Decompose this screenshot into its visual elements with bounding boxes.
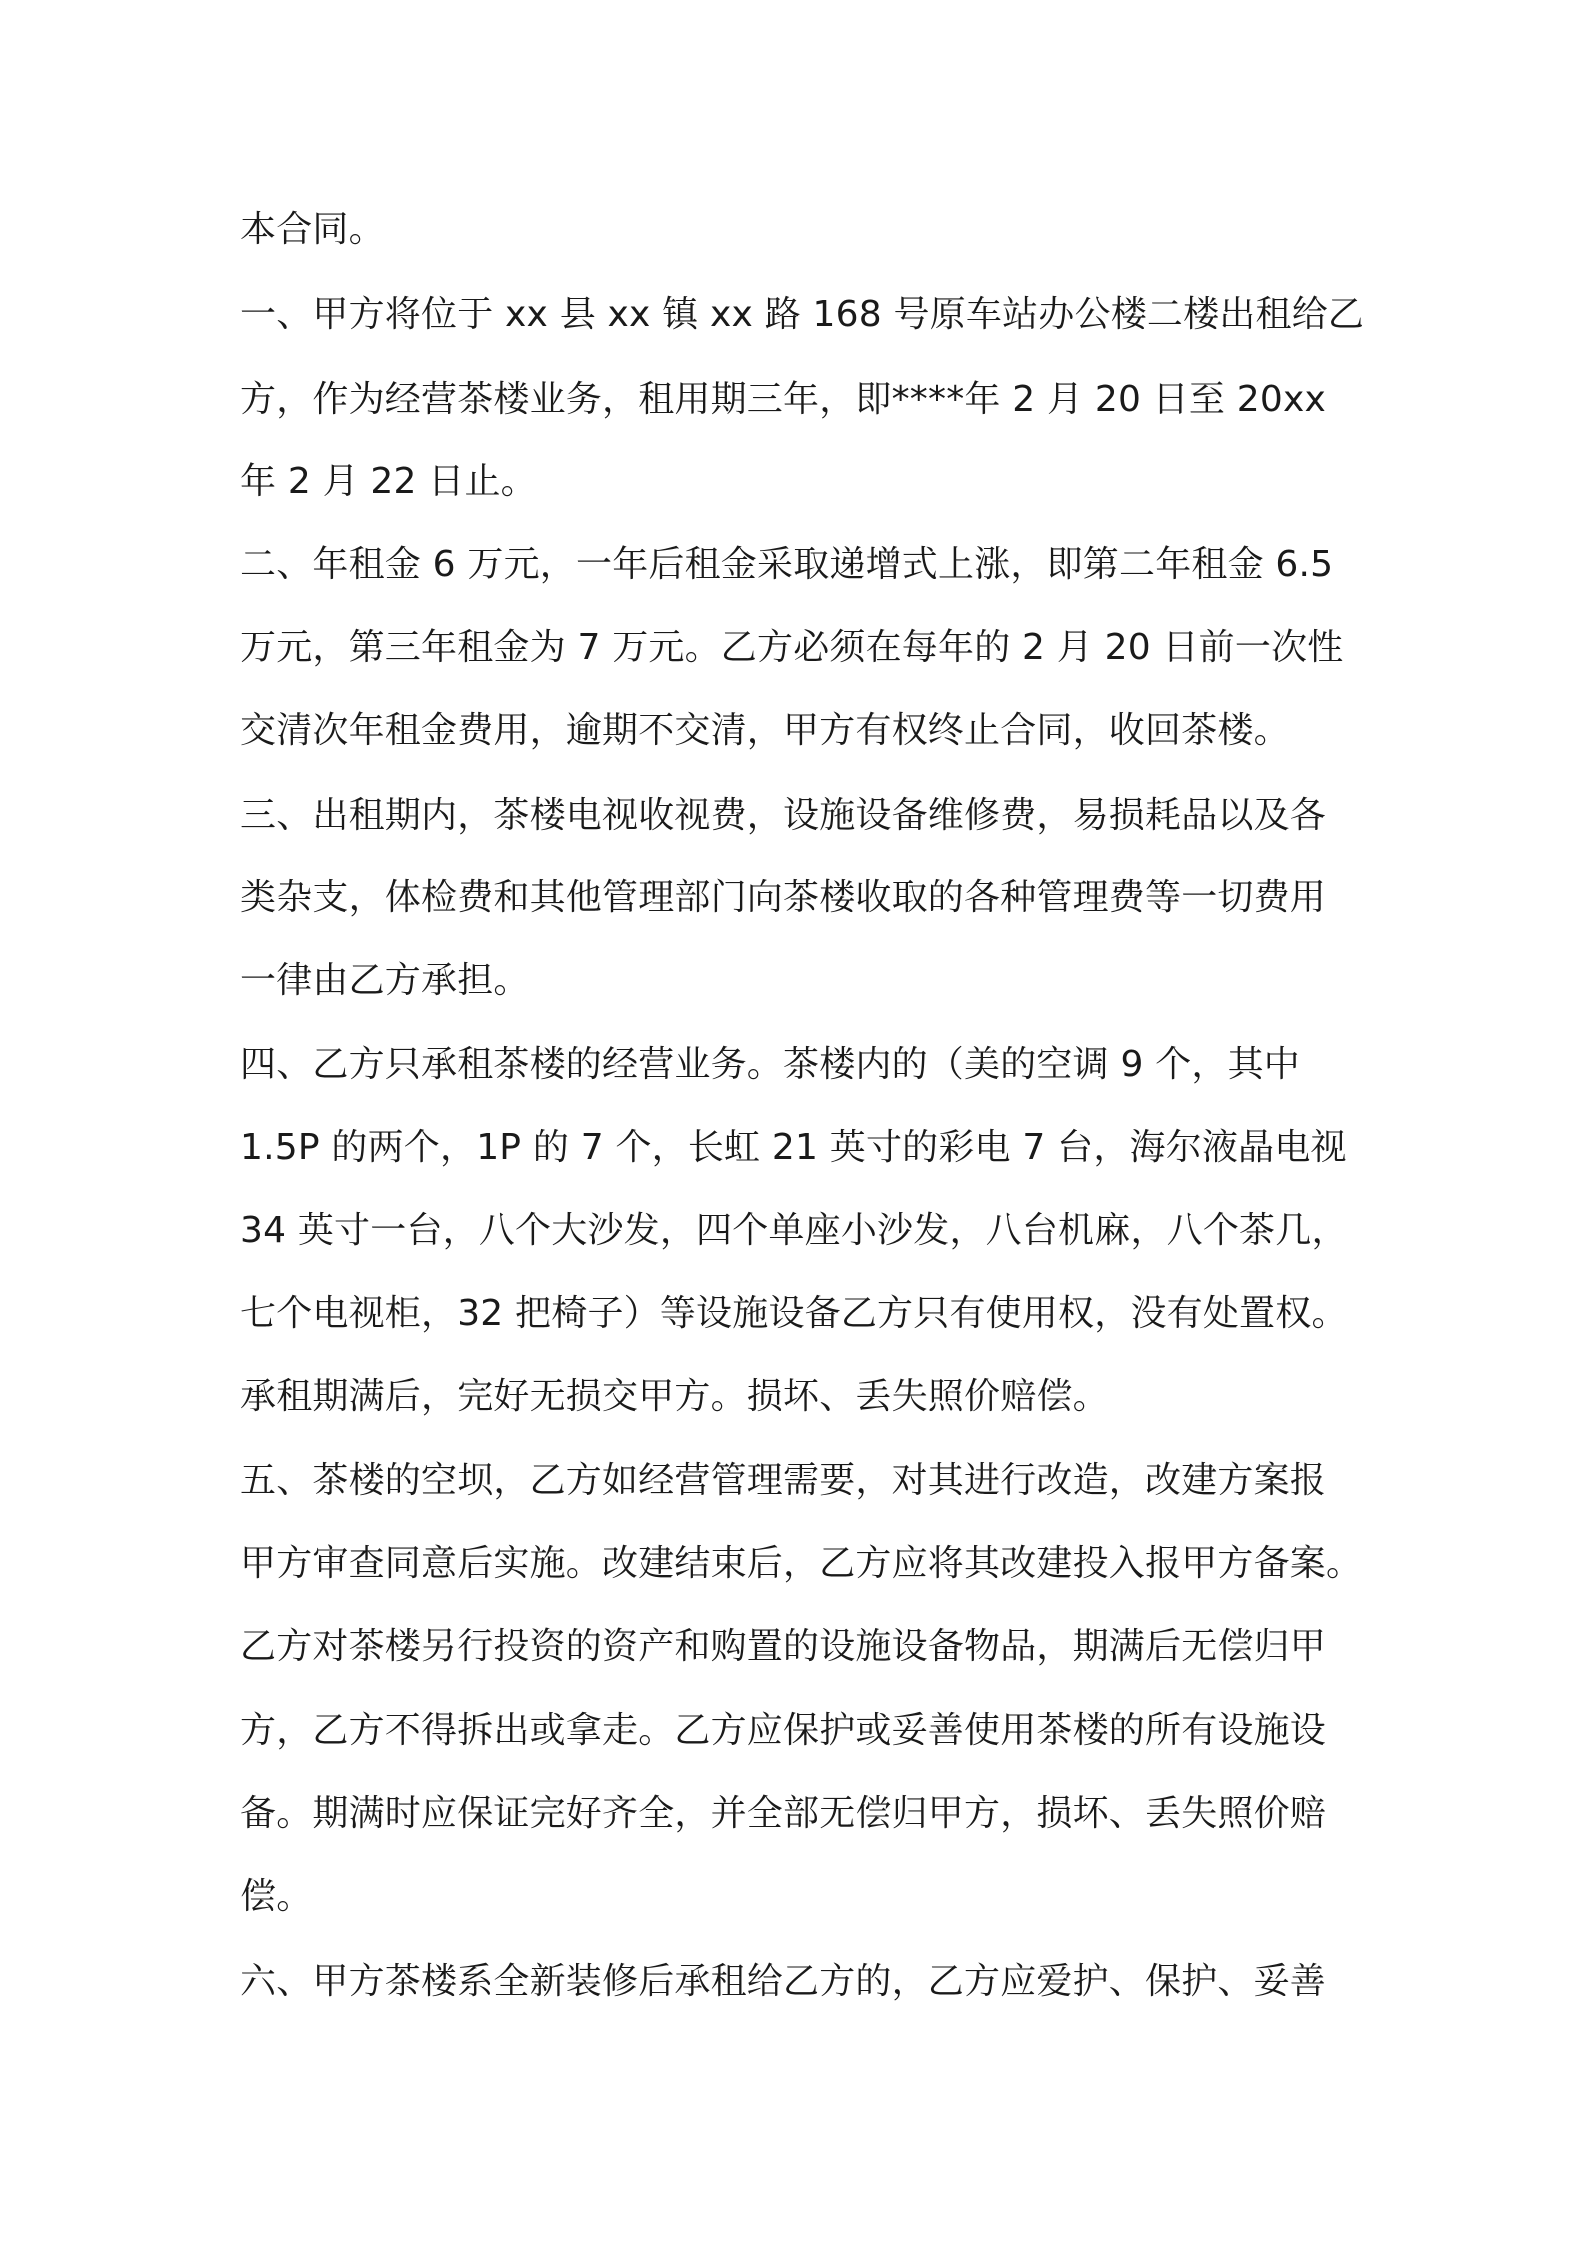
text-line: 1.5P 的两个，1P 的 7 个，长虹 21 英寸的彩电 7 台，海尔液晶电视 xyxy=(240,1127,1347,1168)
text-line: 承租期满后，完好无损交甲方。损坏、丢失照价赔偿。 xyxy=(240,1376,1109,1417)
text-line: 备。期满时应保证完好齐全，并全部无偿归甲方，损坏、丢失照价赔 xyxy=(240,1793,1327,1834)
text-line: 本合同。 xyxy=(240,209,385,250)
text-line: 一、甲方将位于 xx 县 xx 镇 xx 路 168 号原车站办公楼二楼出租给乙 xyxy=(240,294,1365,335)
text-line: 万元，第三年租金为 7 万元。乙方必须在每年的 2 月 20 日前一次性 xyxy=(240,627,1344,668)
text-line: 三、出租期内，茶楼电视收视费，设施设备维修费，易损耗品以及各 xyxy=(240,795,1327,836)
text-line: 甲方审查同意后实施。改建结束后，乙方应将其改建投入报甲方备案。 xyxy=(240,1543,1363,1584)
text-line: 四、乙方只承租茶楼的经营业务。茶楼内的（美的空调 9 个，其中 xyxy=(240,1044,1300,1085)
text-line: 一律由乙方承担。 xyxy=(240,960,530,1001)
text-line: 偿。 xyxy=(240,1876,313,1917)
text-line: 七个电视柜，32 把椅子）等设施设备乙方只有使用权，没有处置权。 xyxy=(240,1293,1348,1334)
text-line: 方，乙方不得拆出或拿走。乙方应保护或妥善使用茶楼的所有设施设 xyxy=(240,1710,1327,1751)
text-line: 交清次年租金费用，逾期不交清，甲方有权终止合同，收回茶楼。 xyxy=(240,710,1290,751)
text-line: 类杂支，体检费和其他管理部门向茶楼收取的各种管理费等一切费用 xyxy=(240,877,1327,918)
text-line: 方，作为经营茶楼业务，租用期三年，即****年 2 月 20 日至 20xx xyxy=(240,379,1326,420)
text-line: 乙方对茶楼另行投资的资产和购置的设施设备物品，期满后无偿归甲 xyxy=(240,1626,1327,1667)
text-line: 34 英寸一台，八个大沙发，四个单座小沙发，八台机麻，八个茶几， xyxy=(240,1210,1348,1251)
text-line: 六、甲方茶楼系全新装修后承租给乙方的，乙方应爱护、保护、妥善 xyxy=(240,1961,1327,2002)
text-line: 二、年租金 6 万元，一年后租金采取递增式上涨，即第二年租金 6.5 xyxy=(240,544,1334,585)
text-line: 五、茶楼的空坝，乙方如经营管理需要，对其进行改造，改建方案报 xyxy=(240,1460,1327,1501)
text-line: 年 2 月 22 日止。 xyxy=(240,461,537,502)
